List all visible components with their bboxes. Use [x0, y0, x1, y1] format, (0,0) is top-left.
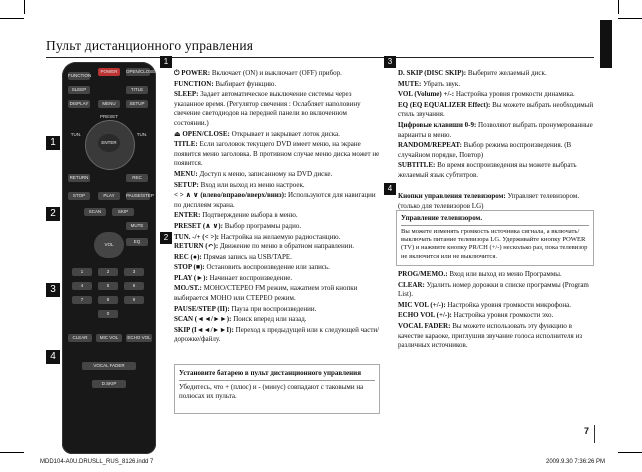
number-key[interactable]: 7	[72, 296, 92, 304]
tv-control-box	[396, 210, 594, 266]
entry-preset: PRESET (∧ ∨): Выбор программы радио.	[174, 221, 302, 230]
section-1-text	[174, 69, 380, 243]
volume-button[interactable]: VOL	[94, 232, 124, 258]
section-label-4: 4	[46, 350, 60, 364]
entry-random-repeat: RANDOM/REPEAT: Выбор режима воспроизведения. (В случайном порядке, Повтор)	[398, 141, 572, 159]
section-label-3: 3	[46, 283, 60, 297]
entry-stop: STOP (■): Остановить воспроизведение или запись.	[174, 263, 330, 272]
mute-button[interactable]: MUTE	[126, 222, 148, 230]
entry-echo-vol: ECHO VOL (+/-): Настройка уровня громкости эхо.	[398, 311, 554, 320]
scan-button[interactable]: SCAN	[84, 208, 106, 216]
function-button[interactable]: FUNCTION	[68, 73, 92, 78]
sleep-button[interactable]: SLEEP	[68, 86, 90, 94]
number-key[interactable]: 2	[98, 268, 118, 276]
entry-vocal-fader: VOCAL FADER: Вы можете использовать эту функцию в качестве караоке, приглушив звучание голоса исполнителя из различных источников.	[398, 321, 583, 350]
number-key[interactable]: 1	[72, 268, 92, 276]
entry-disc-skip: D. SKIP (DISC SKIP): Выберите желаемый диск.	[398, 69, 547, 77]
crop-mark	[618, 0, 619, 14]
entry-eq: EQ (EQ EQUALIZER Effect): Вы можете выбрать необходимый стиль звучания.	[398, 100, 594, 119]
section-3-badge: 3	[384, 56, 396, 68]
entry-skip: SKIP (I◄◄/►►I): Переход к предыдущей или к следующей части/дорожке/файлу.	[174, 325, 380, 344]
battery-note-text: Убедитесь, что + (плюс) и - (минус) совпадают с таковыми на полюсах их пульта.	[179, 383, 364, 400]
number-keypad	[72, 268, 146, 324]
entry-tuning: TUN. -/+ (< >): Настройка на желаемую радиостанцию.	[174, 232, 341, 241]
title-underline	[46, 57, 594, 58]
skip-button[interactable]: SKIP	[112, 208, 134, 216]
mic-vol-button[interactable]: MIC VOL	[96, 334, 122, 342]
pause-step-button[interactable]: PAUSE/STEP	[126, 193, 154, 198]
enter-button[interactable]: ENTER	[98, 134, 120, 152]
crop-mark	[618, 18, 642, 19]
echo-vol-button[interactable]: ECHO VOL	[127, 335, 151, 340]
crop-mark	[0, 18, 24, 19]
section-4-badge: 4	[384, 183, 396, 195]
section-4-intro: Кнопки управления телевизором: Управляет телевизором. (только для телевизоров LG)	[398, 192, 580, 210]
power-button[interactable]: POWER	[98, 68, 120, 76]
footer-file-name: MDD104-A0U.DRUSLL_RUS_8126.indd 7	[40, 459, 154, 465]
entry-pause-step: PAUSE/STEP (II): Пауза при воспроизведении.	[174, 304, 317, 313]
number-key[interactable]: 8	[98, 296, 118, 304]
disc-skip-button[interactable]: D.SKIP	[92, 380, 126, 388]
menu-button[interactable]: MENU	[98, 100, 120, 108]
preset-label: PRESET	[99, 114, 118, 119]
entry-rec: REC (●): Прямая запись на USB/TAPE.	[174, 252, 292, 261]
entry-setup: SETUP: Вход или выход из меню настроек.	[174, 180, 305, 189]
entry-subtitle: SUBTITLE: Во время воспроизведения вы можете выбрать желаемый язык субтитров.	[398, 161, 577, 179]
entry-menu: MENU: Доступ к меню, записанному на DVD диске.	[174, 169, 333, 178]
entry-power: ⏻ POWER: Включает (ON) и выключает (OFF) прибор.	[174, 69, 342, 77]
section-2-text	[174, 242, 380, 346]
tv-control-heading: Управление телевизором.	[401, 214, 483, 222]
entry-scan: SCAN (◄◄/►►): Поиск вперед или назад.	[174, 315, 307, 324]
entry-arrows: < > ∧ ∨ (влево/вправо/вверх/вниз): Используются для навигации по дисплеям экрана.	[174, 191, 376, 209]
rec-button[interactable]: REC	[126, 174, 148, 182]
entry-sleep: SLEEP: Задает автоматическое выключение системы через указанное время. (Регулятор свечения : Ослабляет наполовину свечение светодиодов на передней панели во включенном состоянии.)	[174, 90, 361, 127]
section-label-1: 1	[46, 136, 60, 150]
section-1-badge: 1	[160, 56, 172, 68]
entry-prog-memo: PROG/MEMO.: Вход или выход из меню Программы.	[398, 270, 562, 278]
section-3-text	[398, 69, 594, 182]
tv-control-text: Вы можете изменять громкость источника сигнала, а включать/выключать питание телевизора LG. Удерживайте кнопку POWER (TV) и нажмите кнопку PR/CH (+/-) несколько раз, пока телевизор не включится или не выключится.	[401, 228, 588, 260]
entry-return: RETURN (↶): Движение по меню в обратном направлении.	[174, 242, 355, 250]
entry-open-close: ⏏ OPEN/CLOSE: Открывает и закрывает лоток диска.	[174, 129, 340, 138]
number-key[interactable]: 5	[98, 282, 118, 290]
entry-clear: CLEAR: Удалить номер дорожки в списке программы (Program List).	[398, 280, 589, 299]
entry-enter: ENTER: Подтверждение выбора в меню.	[174, 211, 298, 220]
number-key[interactable]: 9	[124, 296, 144, 304]
number-key[interactable]: 4	[72, 282, 92, 290]
page-number: 7	[584, 426, 590, 436]
title-button[interactable]: TITLE	[126, 86, 148, 94]
play-button[interactable]: PLAY	[98, 192, 120, 200]
number-key[interactable]: 6	[124, 282, 144, 290]
entry-title: TITLE: Если заголовок текущего DVD имеет меню, на экране появится меню заголовка. В противном случае меню диска может не появится.	[174, 140, 380, 168]
tuning-plus-label: TUN.	[136, 132, 148, 137]
entry-volume: VOL (Volume) +/-: Настройка уровня громкости динамика.	[398, 90, 575, 99]
open-close-button[interactable]: OPEN/CLOSE	[126, 69, 156, 74]
eq-button[interactable]: EQ	[126, 238, 148, 246]
vocal-fader-button[interactable]: VOCAL FADER	[82, 362, 136, 370]
entry-play: PLAY (►): Начинает воспроизведение.	[174, 273, 293, 282]
entry-function: FUNCTION: Выбирает функцию.	[174, 79, 277, 88]
section-2-badge: 2	[160, 232, 172, 244]
return-button[interactable]: RETURN	[69, 175, 89, 180]
page-number-rule	[594, 425, 595, 443]
section-label-2: 2	[46, 207, 60, 221]
footer-timestamp: 2009.9.30 7:36:26 PM	[546, 459, 606, 465]
crop-mark	[24, 0, 25, 14]
entry-mono-stereo: MO./ST.: МОНО/СТЕРЕО FM режим, нажатием этой кнопки выбирается МОНО или СТЕРЕО режим.	[174, 284, 358, 302]
entry-mic-vol: MIC VOL (+/-): Настройка уровня громкости микрофона.	[398, 300, 572, 309]
remote-control	[62, 62, 156, 454]
crop-mark	[0, 452, 24, 453]
entry-mute: MUTE: Убрать звук.	[398, 79, 461, 88]
number-key[interactable]: 0	[98, 310, 118, 318]
clear-button[interactable]: CLEAR	[68, 334, 92, 342]
battery-note-heading: Установите батарею в пульт дистанционного управления	[179, 369, 361, 377]
section-4-text	[398, 270, 594, 352]
entry-number-keys: Цифровые клавиши 0-9: Позволяют выбрать пронумерованные варианты в меню.	[398, 120, 593, 139]
chapter-tab	[600, 20, 612, 68]
stop-button[interactable]: STOP	[68, 192, 90, 200]
crop-mark	[618, 452, 642, 453]
setup-button[interactable]: SETUP	[126, 100, 148, 108]
tuning-minus-label: TUN.	[70, 132, 82, 137]
number-key[interactable]: 3	[124, 268, 144, 276]
page-title: Пульт дистанционного управления	[46, 38, 254, 53]
battery-note-box	[174, 364, 380, 414]
display-button[interactable]: DISPLAY	[69, 101, 89, 106]
